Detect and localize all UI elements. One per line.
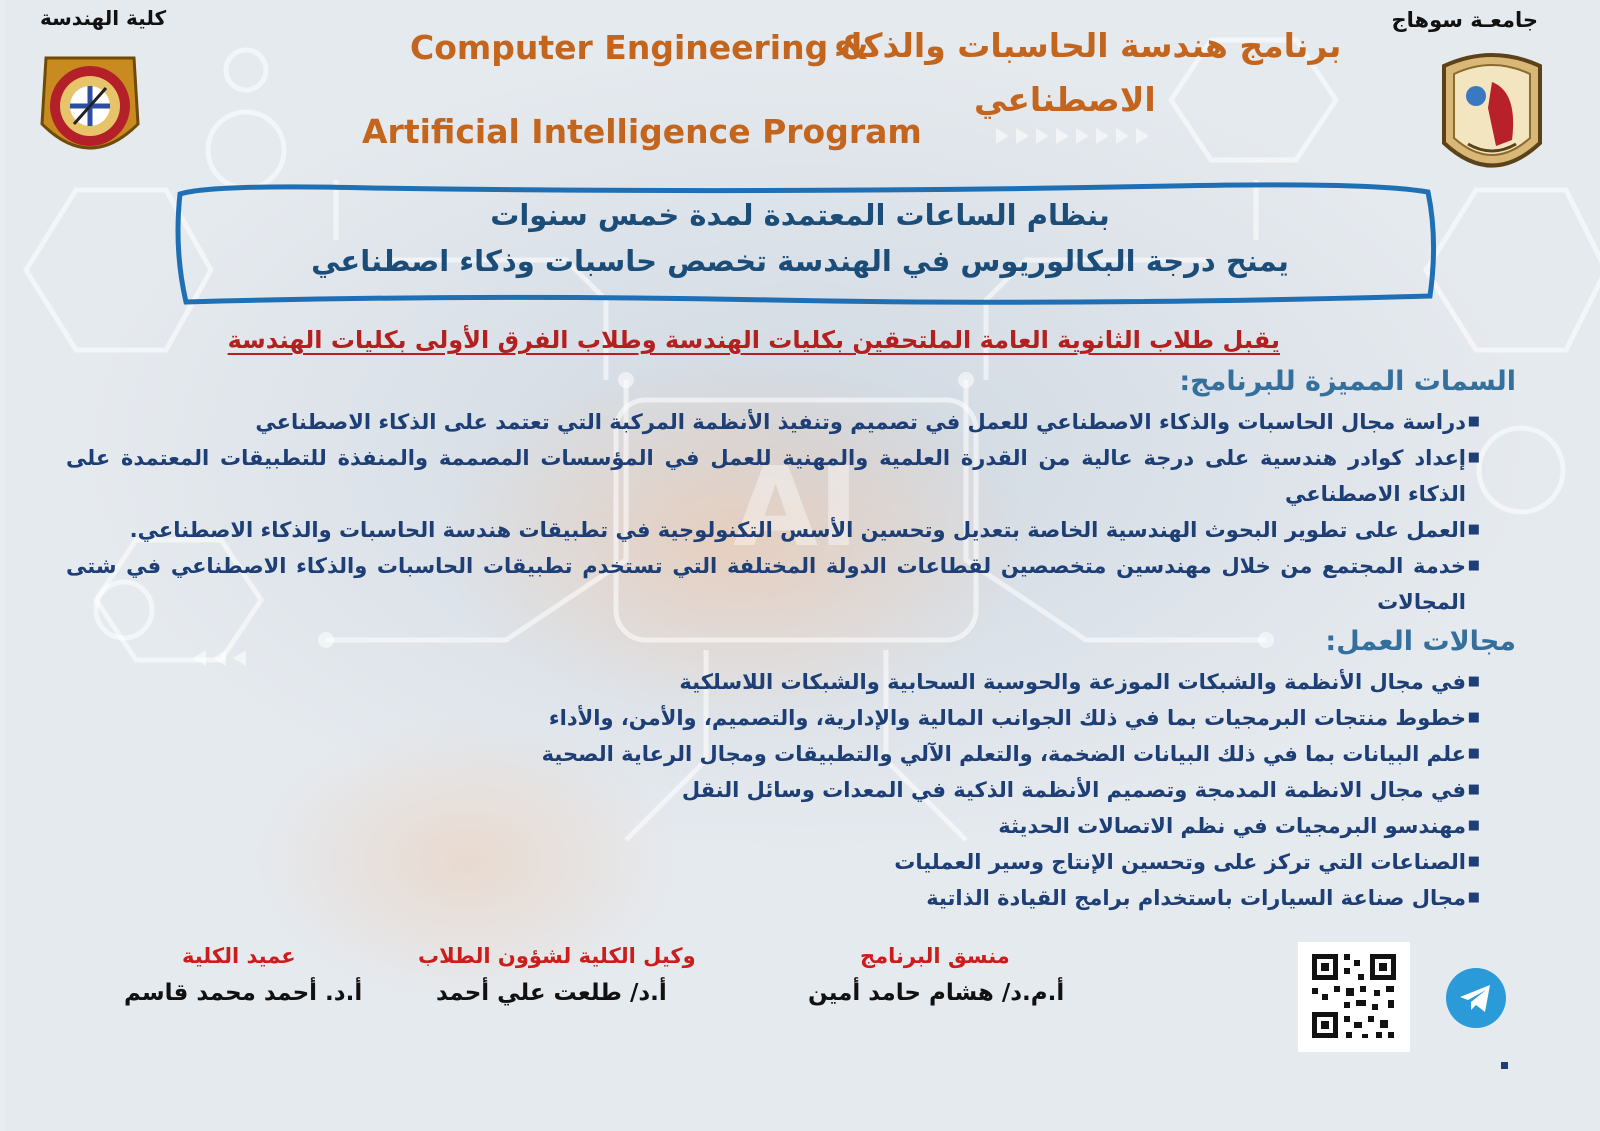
features-list bbox=[66, 404, 1480, 620]
square-bullet-icon: ■ bbox=[1467, 522, 1480, 537]
coordinator-name: أ.م.د/ هشام حامد أمين bbox=[808, 980, 1065, 1006]
square-bullet-icon: ■ bbox=[1467, 710, 1480, 725]
square-bullet-icon: ■ bbox=[1467, 414, 1480, 429]
list-item: ■ مجال صناعة السيارات باستخدام برامج القيادة الذاتية bbox=[542, 880, 1466, 916]
dean-name: أ.د. أحمد محمد قاسم bbox=[124, 980, 363, 1006]
square-bullet-icon: ■ bbox=[1467, 558, 1480, 573]
coordinator-title: منسق البرنامج bbox=[860, 944, 1010, 968]
program-title-arabic-line1: برنامج هندسة الحاسبات والذكاء bbox=[834, 26, 1342, 65]
info-box-line1: بنظام الساعات المعتمدة لمدة خمس سنوات bbox=[490, 198, 1110, 232]
list-item: ■ مهندسو البرمجيات في نظم الاتصالات الحديثة bbox=[542, 808, 1466, 844]
sohag-university-logo bbox=[1438, 48, 1546, 183]
program-title-arabic-line2: الاصطناعي bbox=[974, 80, 1156, 119]
list-item: ■ خطوط منتجات البرمجيات بما في ذلك الجوانب المالية والإدارية، والتصميم، والأمن، والأداء bbox=[542, 700, 1466, 736]
faculty-name: كلية الهندسة bbox=[40, 6, 167, 30]
square-bullet-icon: ■ bbox=[1467, 450, 1480, 465]
dean-title: عميد الكلية bbox=[182, 944, 296, 968]
vice-dean-title: وكيل الكلية لشؤون الطلاب bbox=[418, 944, 696, 968]
list-item: ■ خدمة المجتمع من خلال مهندسين متخصصين لقطاعات الدولة المختلفة التي تستخدم تطبيقات الحاسبات والذكاء الاصطناعي في شتى المجالات bbox=[66, 548, 1466, 620]
program-title-english-line2: Artificial Intelligence Program bbox=[362, 112, 922, 151]
square-bullet-icon bbox=[1501, 1062, 1508, 1069]
list-item: ■ في مجال الانظمة المدمجة وتصميم الأنظمة الذكية في المعدات وسائل النقل bbox=[542, 772, 1466, 808]
square-bullet-icon: ■ bbox=[1467, 674, 1480, 689]
list-item: ■ العمل على تطوير البحوث الهندسية الخاصة بتعديل وتحسين الأسس التكنولوجية في تطبيقات هندسة الحاسبات والذكاء الاصطناعي. bbox=[66, 512, 1466, 548]
info-box-line2: يمنح درجة البكالوريوس في الهندسة تخصص حاسبات وذكاء اصطناعي bbox=[311, 244, 1289, 278]
list-item: ■ إعداد كوادر هندسية على درجة عالية من القدرة العلمية والمهنية للعمل في المؤسسات المصممة والمنفذة للتطبيقات المعتمدة على الذكاء الاصطناعي bbox=[66, 440, 1466, 512]
square-bullet-icon: ■ bbox=[1467, 818, 1480, 833]
admission-notice: يقبل طلاب الثانوية العامة الملتحقين بكليات الهندسة وطلاب الفرق الأولى بكليات الهندسة bbox=[227, 326, 1280, 354]
list-item: ■ علم البيانات بما في ذلك البيانات الضخمة، والتعلم الآلي والتطبيقات ومجال الرعاية الصحية bbox=[542, 736, 1466, 772]
faculty-of-engineering-logo bbox=[34, 44, 146, 170]
list-item: ■ الصناعات التي تركز على وتحسين الإنتاج وسير العمليات bbox=[542, 844, 1466, 880]
square-bullet-icon: ■ bbox=[1467, 854, 1480, 869]
vice-dean-name: أ.د/ طلعت علي أحمد bbox=[436, 980, 667, 1006]
work-fields-list bbox=[541, 664, 1480, 916]
qr-code[interactable] bbox=[1298, 942, 1410, 1052]
svg-text:AI: AI bbox=[732, 443, 860, 571]
list-item: ■ في مجال الأنظمة والشبكات الموزعة والحوسبة السحابية والشبكات اللاسلكية bbox=[542, 664, 1466, 700]
square-bullet-icon: ■ bbox=[1467, 890, 1480, 905]
features-heading: السمات المميزة للبرنامج: bbox=[1179, 366, 1516, 397]
university-name: جامعـة سوهاج bbox=[1391, 8, 1538, 32]
work-fields-heading: مجالات العمل: bbox=[1325, 626, 1516, 657]
list-item: ■ دراسة مجال الحاسبات والذكاء الاصطناعي للعمل في تصميم وتنفيذ الأنظمة المركبة التي تعتمد على الذكاء الاصطناعي bbox=[66, 404, 1466, 440]
telegram-icon[interactable] bbox=[1446, 968, 1506, 1028]
square-bullet-icon: ■ bbox=[1467, 782, 1480, 797]
square-bullet-icon: ■ bbox=[1467, 746, 1480, 761]
program-title-english-line1: Computer Engineering & bbox=[410, 28, 869, 67]
